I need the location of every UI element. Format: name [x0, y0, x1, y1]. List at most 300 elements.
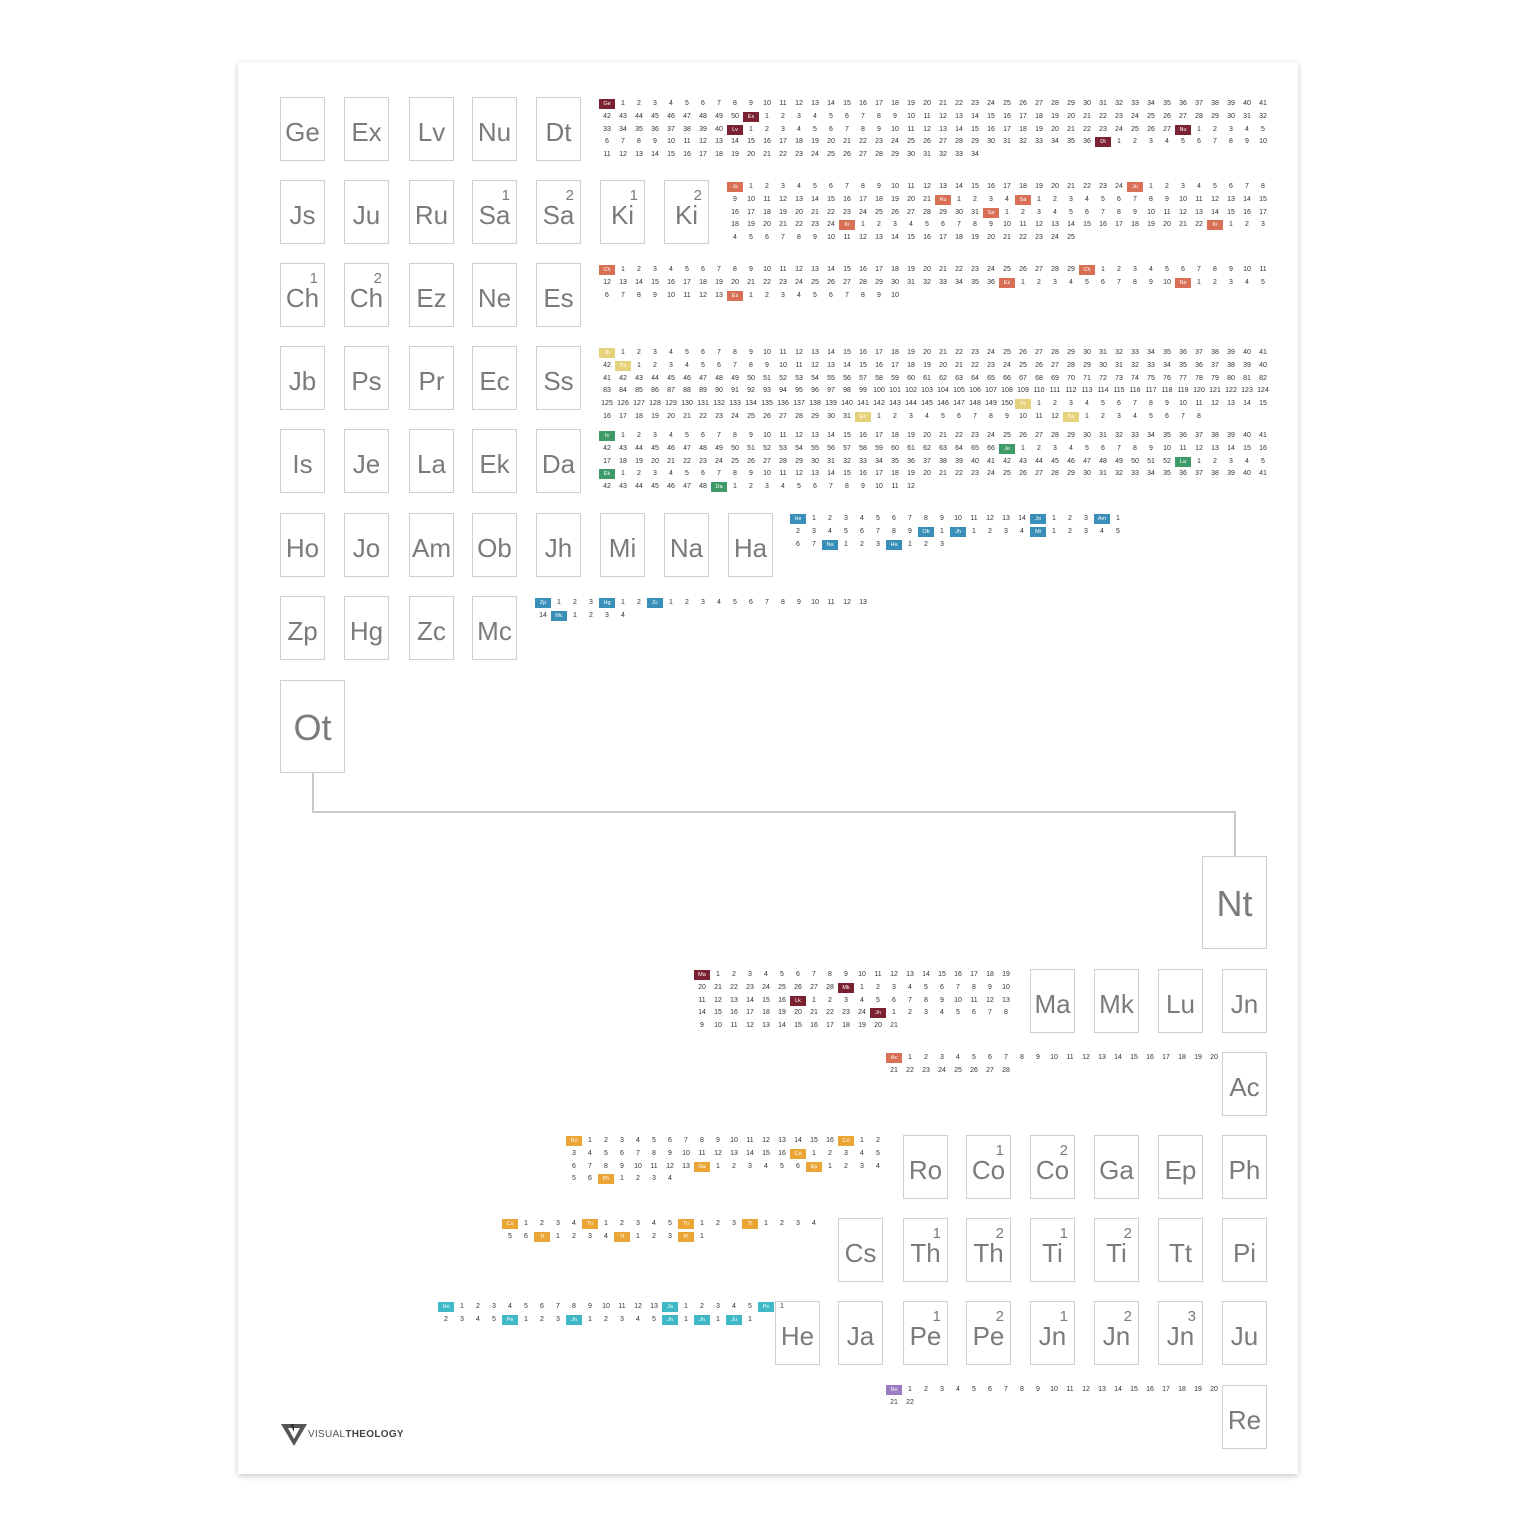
chapter-number[interactable]: 2: [828, 515, 832, 522]
chapter-number[interactable]: 15: [859, 361, 867, 369]
chapter-number[interactable]: 18: [795, 138, 803, 146]
chapter-number[interactable]: 17: [699, 151, 707, 159]
chapter-number[interactable]: 13: [906, 971, 914, 978]
chapter-number[interactable]: 25: [827, 151, 835, 159]
chapter-number[interactable]: 5: [604, 1149, 608, 1157]
chapter-number[interactable]: 6: [1197, 138, 1201, 146]
chapter-number[interactable]: 51: [747, 444, 755, 452]
chapter-number[interactable]: 17: [779, 138, 787, 146]
chapter-number[interactable]: 8: [1197, 412, 1201, 420]
chapter-number[interactable]: 1: [621, 100, 625, 107]
chapter-number[interactable]: 2: [1037, 278, 1041, 286]
chapter-number[interactable]: 9: [749, 100, 753, 107]
chapter-number[interactable]: 36: [1179, 349, 1187, 356]
chapter-number[interactable]: 2: [620, 1220, 624, 1227]
chapter-number[interactable]: 53: [779, 444, 787, 452]
chapter-number[interactable]: 12: [1211, 400, 1219, 408]
chapter-number[interactable]: 14: [1067, 221, 1075, 229]
chapter-number[interactable]: 23: [971, 349, 979, 356]
chapter-number[interactable]: 2: [637, 266, 641, 273]
chapter-number[interactable]: 21: [939, 470, 947, 478]
chapter-book-marker[interactable]: Ti: [742, 1219, 758, 1229]
chapter-number[interactable]: 23: [795, 151, 803, 159]
chapter-number[interactable]: 29: [1067, 349, 1075, 356]
chapter-number[interactable]: 1: [940, 527, 944, 535]
chapter-number[interactable]: 8: [781, 599, 785, 606]
chapter-number[interactable]: 6: [796, 971, 800, 978]
chapter-number[interactable]: 1: [573, 611, 577, 619]
chapter-number[interactable]: 2: [540, 1315, 544, 1323]
chapter-number[interactable]: 8: [733, 470, 737, 478]
chapter-number[interactable]: 9: [733, 195, 737, 203]
chapter-number[interactable]: 2: [604, 1315, 608, 1323]
chapter-number[interactable]: 17: [1115, 221, 1123, 229]
book-tile-ki2[interactable]: [664, 180, 709, 244]
chapter-number[interactable]: 63: [939, 444, 947, 452]
chapter-number[interactable]: 20: [923, 349, 931, 356]
chapter-number[interactable]: 18: [891, 470, 899, 478]
chapter-number[interactable]: 18: [1019, 183, 1027, 190]
book-tile-jn1[interactable]: [1030, 1301, 1075, 1365]
chapter-number[interactable]: 5: [1261, 125, 1265, 133]
chapter-number[interactable]: 12: [1195, 444, 1203, 452]
chapter-number[interactable]: 4: [1085, 195, 1089, 203]
chapter-number[interactable]: 25: [1003, 266, 1011, 273]
chapter-number[interactable]: 3: [748, 971, 752, 978]
chapter-number[interactable]: 45: [1051, 457, 1059, 465]
chapter-number[interactable]: 23: [971, 432, 979, 439]
chapter-number[interactable]: 73: [1115, 374, 1123, 382]
chapter-number[interactable]: 4: [669, 266, 673, 273]
chapter-number[interactable]: 11: [1066, 1386, 1074, 1393]
chapter-number[interactable]: 46: [667, 483, 675, 491]
chapter-number[interactable]: 40: [1243, 470, 1251, 478]
chapter-number[interactable]: 61: [907, 444, 915, 452]
chapter-number[interactable]: 6: [845, 112, 849, 120]
chapter-number[interactable]: 35: [1163, 349, 1171, 356]
chapter-number[interactable]: 48: [1099, 457, 1107, 465]
chapter-number[interactable]: 22: [1099, 112, 1107, 120]
chapter-number[interactable]: 3: [893, 221, 897, 229]
chapter-number[interactable]: 9: [908, 527, 912, 535]
chapter-number[interactable]: 16: [923, 234, 931, 242]
chapter-number[interactable]: 10: [1163, 278, 1171, 286]
chapter-number[interactable]: 4: [797, 291, 801, 299]
chapter-number[interactable]: 30: [987, 138, 995, 146]
chapter-number[interactable]: 10: [1003, 221, 1011, 229]
chapter-number[interactable]: 10: [602, 1303, 610, 1310]
chapter-number[interactable]: 4: [669, 100, 673, 107]
chapter-number[interactable]: 2: [924, 540, 928, 548]
chapter-number[interactable]: 13: [795, 195, 803, 203]
chapter-number[interactable]: 11: [1195, 400, 1203, 408]
chapter-number[interactable]: 9: [861, 483, 865, 491]
chapter-number[interactable]: 12: [939, 112, 947, 120]
chapter-number[interactable]: 2: [1068, 515, 1072, 522]
chapter-number[interactable]: 37: [1195, 349, 1203, 356]
chapter-number[interactable]: 3: [892, 983, 896, 991]
chapter-number[interactable]: 1: [637, 361, 641, 369]
chapter-number[interactable]: 16: [875, 361, 883, 369]
chapter-number[interactable]: 21: [890, 1022, 898, 1030]
chapter-number[interactable]: 7: [908, 515, 912, 522]
chapter-number[interactable]: 20: [923, 470, 931, 478]
chapter-number[interactable]: 11: [1066, 1054, 1074, 1061]
chapter-number[interactable]: 5: [572, 1175, 576, 1183]
chapter-number[interactable]: 9: [989, 221, 993, 229]
chapter-number[interactable]: 20: [923, 266, 931, 273]
chapter-number[interactable]: 6: [717, 361, 721, 369]
chapter-number[interactable]: 29: [971, 138, 979, 146]
chapter-number[interactable]: 116: [1129, 387, 1141, 395]
chapter-number[interactable]: 1: [733, 483, 737, 491]
chapter-number[interactable]: 10: [1179, 400, 1187, 408]
chapter-number[interactable]: 12: [859, 234, 867, 242]
chapter-number[interactable]: 12: [603, 278, 611, 286]
chapter-number[interactable]: 13: [635, 151, 643, 159]
chapter-number[interactable]: 42: [1003, 457, 1011, 465]
chapter-number[interactable]: 16: [1146, 1054, 1154, 1061]
book-tile-sa1[interactable]: [472, 180, 517, 244]
book-tile-ge[interactable]: [280, 97, 325, 161]
chapter-number[interactable]: 17: [746, 1009, 754, 1017]
chapter-number[interactable]: 23: [843, 208, 851, 216]
chapter-number[interactable]: 12: [795, 266, 803, 273]
chapter-number[interactable]: 2: [637, 100, 641, 107]
chapter-number[interactable]: 30: [811, 457, 819, 465]
chapter-number[interactable]: 1: [716, 971, 720, 978]
chapter-number[interactable]: 124: [1257, 387, 1269, 395]
chapter-number[interactable]: 12: [1211, 195, 1219, 203]
chapter-number[interactable]: 1: [621, 599, 625, 606]
chapter-number[interactable]: 13: [1098, 1054, 1106, 1061]
chapter-number[interactable]: 67: [1019, 374, 1027, 382]
chapter-number[interactable]: 3: [781, 125, 785, 133]
chapter-number[interactable]: 1: [908, 1386, 912, 1393]
chapter-number[interactable]: 2: [637, 470, 641, 478]
book-tile-jd[interactable]: [1222, 1301, 1267, 1365]
chapter-number[interactable]: 2: [988, 527, 992, 535]
chapter-number[interactable]: 63: [955, 374, 963, 382]
chapter-number[interactable]: 29: [795, 457, 803, 465]
chapter-number[interactable]: 4: [1085, 400, 1089, 408]
chapter-number[interactable]: 9: [749, 432, 753, 439]
chapter-number[interactable]: 14: [827, 432, 835, 439]
chapter-number[interactable]: 2: [973, 195, 977, 203]
chapter-number[interactable]: 16: [763, 138, 771, 146]
chapter-number[interactable]: 10: [667, 138, 675, 146]
chapter-number[interactable]: 14: [731, 138, 739, 146]
chapter-number[interactable]: 10: [811, 599, 819, 606]
chapter-number[interactable]: 45: [651, 483, 659, 491]
chapter-number[interactable]: 72: [1099, 374, 1107, 382]
chapter-number[interactable]: 3: [765, 483, 769, 491]
chapter-number[interactable]: 6: [988, 1054, 992, 1061]
chapter-number[interactable]: 24: [827, 221, 835, 229]
chapter-number[interactable]: 66: [987, 444, 995, 452]
chapter-number[interactable]: 15: [667, 151, 675, 159]
chapter-number[interactable]: 4: [860, 996, 864, 1004]
chapter-number[interactable]: 20: [923, 100, 931, 107]
chapter-number[interactable]: 85: [635, 387, 643, 395]
chapter-number[interactable]: 41: [1259, 100, 1267, 107]
chapter-number[interactable]: 32: [1115, 100, 1123, 107]
chapter-number[interactable]: 23: [746, 983, 754, 991]
chapter-number[interactable]: 7: [988, 1009, 992, 1017]
chapter-number[interactable]: 50: [1131, 457, 1139, 465]
chapter-number[interactable]: 14: [1227, 444, 1235, 452]
chapter-number[interactable]: 10: [1147, 208, 1155, 216]
chapter-number[interactable]: 4: [1245, 457, 1249, 465]
chapter-number[interactable]: 8: [924, 515, 928, 522]
chapter-number[interactable]: 5: [1181, 138, 1185, 146]
chapter-number[interactable]: 94: [779, 387, 787, 395]
book-tile-jn[interactable]: [1222, 969, 1267, 1033]
chapter-number[interactable]: 12: [699, 291, 707, 299]
chapter-number[interactable]: 12: [795, 432, 803, 439]
chapter-number[interactable]: 25: [1003, 100, 1011, 107]
chapter-number[interactable]: 33: [603, 125, 611, 133]
chapter-number[interactable]: 5: [1116, 527, 1120, 535]
chapter-number[interactable]: 1: [908, 540, 912, 548]
chapter-number[interactable]: 15: [843, 432, 851, 439]
chapter-number[interactable]: 58: [859, 444, 867, 452]
chapter-number[interactable]: 50: [731, 112, 739, 120]
chapter-number[interactable]: 19: [731, 151, 739, 159]
chapter-number[interactable]: 23: [1115, 112, 1123, 120]
chapter-number[interactable]: 3: [844, 996, 848, 1004]
chapter-number[interactable]: 20: [763, 221, 771, 229]
chapter-number[interactable]: 31: [1243, 112, 1251, 120]
chapter-number[interactable]: 14: [827, 266, 835, 273]
chapter-number[interactable]: 32: [1259, 112, 1267, 120]
chapter-number[interactable]: 11: [618, 1303, 626, 1310]
chapter-number[interactable]: 24: [1115, 183, 1123, 190]
chapter-number[interactable]: 34: [1147, 100, 1155, 107]
chapter-number[interactable]: 6: [796, 1162, 800, 1170]
chapter-number[interactable]: 15: [843, 349, 851, 356]
chapter-number[interactable]: 17: [683, 278, 691, 286]
chapter-number[interactable]: 23: [922, 1066, 930, 1074]
book-tile-ac[interactable]: [1222, 1052, 1267, 1116]
book-tile-ch1[interactable]: [280, 263, 325, 327]
chapter-number[interactable]: 16: [731, 208, 739, 216]
chapter-number[interactable]: 22: [827, 208, 835, 216]
chapter-number[interactable]: 7: [1213, 138, 1217, 146]
chapter-number[interactable]: 27: [1179, 112, 1187, 120]
chapter-number[interactable]: 12: [762, 1137, 770, 1144]
chapter-number[interactable]: 14: [794, 1137, 802, 1144]
chapter-number[interactable]: 51: [763, 374, 771, 382]
chapter-number[interactable]: 42: [603, 112, 611, 120]
chapter-number[interactable]: 1: [812, 996, 816, 1004]
chapter-number[interactable]: 111: [1049, 387, 1061, 395]
chapter-number[interactable]: 13: [811, 349, 819, 356]
chapter-number[interactable]: 17: [875, 470, 883, 478]
chapter-number[interactable]: 3: [556, 1315, 560, 1323]
chapter-number[interactable]: 10: [763, 470, 771, 478]
chapter-number[interactable]: 14: [843, 361, 851, 369]
chapter-number[interactable]: 3: [812, 527, 816, 535]
chapter-book-marker[interactable]: Ez: [999, 278, 1015, 288]
chapter-number[interactable]: 6: [749, 599, 753, 606]
chapter-number[interactable]: 39: [1227, 432, 1235, 439]
chapter-number[interactable]: 6: [892, 996, 896, 1004]
chapter-number[interactable]: 15: [1259, 195, 1267, 203]
book-tile-zp[interactable]: [280, 596, 325, 660]
chapter-number[interactable]: 4: [813, 112, 817, 120]
chapter-number[interactable]: 35: [1163, 100, 1171, 107]
chapter-number[interactable]: 1: [1021, 278, 1025, 286]
chapter-number[interactable]: 46: [683, 374, 691, 382]
chapter-number[interactable]: 16: [954, 971, 962, 978]
chapter-number[interactable]: 21: [667, 457, 675, 465]
chapter-number[interactable]: 3: [1133, 266, 1137, 273]
chapter-number[interactable]: 30: [1083, 100, 1091, 107]
chapter-number[interactable]: 135: [761, 400, 773, 408]
book-tile-ob[interactable]: [472, 513, 517, 577]
chapter-number[interactable]: 7: [717, 470, 721, 478]
chapter-number[interactable]: 7: [781, 234, 785, 242]
chapter-number[interactable]: 130: [681, 400, 693, 408]
chapter-number[interactable]: 17: [939, 234, 947, 242]
chapter-number[interactable]: 2: [1053, 400, 1057, 408]
chapter-number[interactable]: 17: [1019, 112, 1027, 120]
chapter-number[interactable]: 22: [906, 1066, 914, 1074]
chapter-number[interactable]: 27: [859, 151, 867, 159]
chapter-number[interactable]: 26: [1019, 100, 1027, 107]
chapter-number[interactable]: 7: [588, 1162, 592, 1170]
chapter-number[interactable]: 5: [876, 1149, 880, 1157]
chapter-number[interactable]: 19: [971, 234, 979, 242]
chapter-number[interactable]: 28: [923, 208, 931, 216]
chapter-number[interactable]: 18: [762, 1009, 770, 1017]
chapter-book-marker[interactable]: Ge: [599, 99, 615, 109]
chapter-number[interactable]: 19: [907, 266, 915, 273]
chapter-number[interactable]: 29: [939, 208, 947, 216]
chapter-number[interactable]: 3: [924, 1009, 928, 1017]
chapter-number[interactable]: 103: [921, 387, 933, 395]
chapter-number[interactable]: 18: [1178, 1386, 1186, 1393]
book-tile-la[interactable]: [409, 429, 454, 493]
book-tile-ti1[interactable]: [1030, 1218, 1075, 1282]
chapter-number[interactable]: 50: [731, 444, 739, 452]
chapter-number[interactable]: 29: [1067, 432, 1075, 439]
chapter-number[interactable]: 38: [1227, 361, 1235, 369]
chapter-number[interactable]: 24: [1115, 125, 1123, 133]
chapter-number[interactable]: 133: [729, 400, 741, 408]
chapter-number[interactable]: 2: [828, 996, 832, 1004]
chapter-number[interactable]: 11: [874, 971, 882, 978]
chapter-number[interactable]: 60: [891, 444, 899, 452]
book-tile-ti2[interactable]: [1094, 1218, 1139, 1282]
chapter-number[interactable]: 2: [1165, 183, 1169, 190]
chapter-number[interactable]: 16: [859, 432, 867, 439]
chapter-number[interactable]: 15: [1259, 400, 1267, 408]
chapter-number[interactable]: 19: [635, 457, 643, 465]
chapter-number[interactable]: 5: [780, 1162, 784, 1170]
chapter-number[interactable]: 27: [1035, 470, 1043, 478]
chapter-number[interactable]: 22: [779, 151, 787, 159]
chapter-number[interactable]: 3: [460, 1315, 464, 1323]
chapter-number[interactable]: 13: [682, 1162, 690, 1170]
chapter-number[interactable]: 101: [889, 387, 901, 395]
chapter-number[interactable]: 128: [649, 400, 661, 408]
chapter-number[interactable]: 16: [987, 183, 995, 190]
chapter-number[interactable]: 2: [700, 1303, 704, 1310]
book-tile-dt[interactable]: [536, 97, 581, 161]
chapter-number[interactable]: 15: [907, 234, 915, 242]
chapter-number[interactable]: 21: [890, 1066, 898, 1074]
chapter-number[interactable]: 22: [699, 412, 707, 420]
chapter-number[interactable]: 54: [795, 444, 803, 452]
chapter-number[interactable]: 28: [1051, 266, 1059, 273]
chapter-number[interactable]: 3: [1229, 125, 1233, 133]
chapter-number[interactable]: 43: [619, 112, 627, 120]
chapter-number[interactable]: 1: [684, 1303, 688, 1310]
chapter-number[interactable]: 65: [987, 374, 995, 382]
chapter-number[interactable]: 39: [699, 125, 707, 133]
chapter-number[interactable]: 11: [827, 599, 835, 606]
chapter-number[interactable]: 15: [747, 138, 755, 146]
chapter-number[interactable]: 23: [971, 100, 979, 107]
chapter-number[interactable]: 12: [619, 151, 627, 159]
chapter-number[interactable]: 17: [1259, 208, 1267, 216]
chapter-number[interactable]: 98: [843, 387, 851, 395]
chapter-book-marker[interactable]: Re: [886, 1385, 902, 1395]
chapter-number[interactable]: 3: [653, 266, 657, 273]
chapter-number[interactable]: 140: [841, 400, 853, 408]
chapter-number[interactable]: 16: [843, 195, 851, 203]
chapter-number[interactable]: 3: [636, 1220, 640, 1227]
chapter-number[interactable]: 18: [1019, 125, 1027, 133]
chapter-book-marker[interactable]: Tt: [614, 1232, 630, 1242]
chapter-book-marker[interactable]: Es: [727, 291, 743, 301]
chapter-number[interactable]: 30: [891, 278, 899, 286]
chapter-number[interactable]: 12: [779, 195, 787, 203]
chapter-book-marker[interactable]: Th: [582, 1219, 598, 1229]
chapter-number[interactable]: 7: [1133, 195, 1137, 203]
book-tile-da[interactable]: [536, 429, 581, 493]
chapter-number[interactable]: 7: [717, 432, 721, 439]
chapter-number[interactable]: 40: [715, 125, 723, 133]
chapter-number[interactable]: 33: [939, 278, 947, 286]
chapter-book-marker[interactable]: Cs: [502, 1219, 518, 1229]
chapter-number[interactable]: 5: [685, 349, 689, 356]
chapter-number[interactable]: 7: [1004, 1054, 1008, 1061]
chapter-number[interactable]: 26: [1019, 349, 1027, 356]
chapter-number[interactable]: 7: [812, 540, 816, 548]
chapter-number[interactable]: 8: [1149, 195, 1153, 203]
chapter-number[interactable]: 13: [811, 266, 819, 273]
chapter-number[interactable]: 10: [891, 291, 899, 299]
chapter-number[interactable]: 62: [923, 444, 931, 452]
chapter-number[interactable]: 6: [1117, 400, 1121, 408]
chapter-number[interactable]: 5: [1069, 208, 1073, 216]
chapter-number[interactable]: 3: [1261, 221, 1265, 229]
chapter-number[interactable]: 28: [1051, 432, 1059, 439]
chapter-number[interactable]: 96: [811, 387, 819, 395]
chapter-number[interactable]: 48: [715, 374, 723, 382]
chapter-number[interactable]: 122: [1225, 387, 1237, 395]
chapter-number[interactable]: 16: [1243, 208, 1251, 216]
chapter-number[interactable]: 32: [923, 278, 931, 286]
chapter-number[interactable]: 1: [524, 1315, 528, 1323]
chapter-number[interactable]: 7: [1133, 400, 1137, 408]
chapter-number[interactable]: 1: [1037, 400, 1041, 408]
chapter-book-marker[interactable]: Jn: [566, 1315, 582, 1325]
chapter-number[interactable]: 3: [844, 515, 848, 522]
